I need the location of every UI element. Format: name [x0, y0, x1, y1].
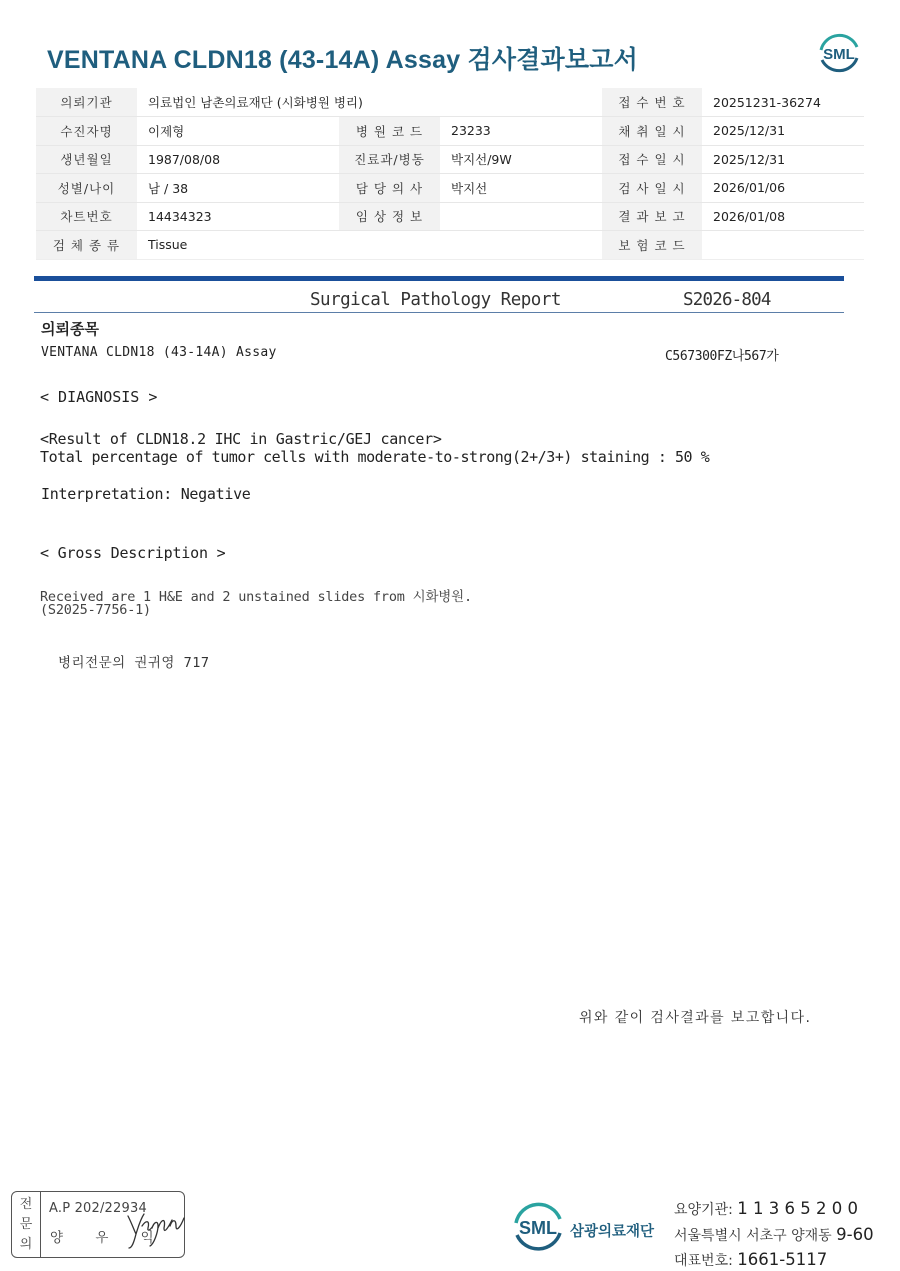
interpretation: Interpretation: Negative	[41, 485, 251, 503]
institution-label: 요양기관:	[674, 1202, 733, 1218]
institution-number: 1 1 3 6 5 2 0 0	[737, 1199, 858, 1218]
phone-label: 대표번호:	[674, 1253, 733, 1269]
section-divider	[34, 276, 844, 281]
doctor-value: 박지선	[440, 174, 602, 203]
insurance-label: 보 험 코 드	[602, 231, 702, 260]
pathologist: 병리전문의 권귀영 717	[58, 655, 210, 671]
report-title: VENTANA CLDN18 (43-14A) Assay 검사결과보고서	[47, 46, 638, 74]
stamp-char: 의	[19, 1236, 33, 1252]
report-number: S2026-804	[683, 290, 771, 310]
result-title: <Result of CLDN18.2 IHC in Gastric/GEJ cancer>	[40, 430, 442, 448]
address-text: 서울특별시 서초구 양재동	[674, 1227, 832, 1244]
hospital-code-label: 병 원 코 드	[339, 117, 440, 146]
footer-address	[674, 1223, 874, 1249]
info-row	[36, 145, 864, 174]
gross-line: Received are 1 H&E and 2 unstained slides from 시화병원.	[40, 589, 472, 605]
request-org-value: 의료법인 남촌의료재단 (시화병원 병리)	[137, 88, 602, 117]
stamp-char: 문	[19, 1216, 33, 1232]
request-item: VENTANA CLDN18 (43-14A) Assay	[41, 345, 277, 360]
info-row	[36, 117, 864, 146]
report-heading: Surgical Pathology Report	[310, 290, 561, 310]
sex-age-value: 남 / 38	[137, 174, 339, 203]
result-line: Total percentage of tumor cells with moderate-to-strong(2+/3+) staining : 50 %	[40, 448, 710, 466]
sex-age-label: 성별/나이	[36, 174, 137, 203]
phone-number: 1661-5117	[737, 1250, 828, 1269]
test-date-value: 2026/01/06	[702, 174, 864, 203]
insurance-value	[702, 231, 864, 260]
footer-org-name: 삼광의료재단	[570, 1224, 655, 1240]
patient-value: 이제형	[137, 117, 339, 146]
gross-line: (S2025-7756-1)	[40, 602, 151, 618]
request-org-label: 의뢰기관	[36, 88, 137, 117]
clinical-label: 임 상 정 보	[339, 202, 440, 231]
stamp-name: 양 우 익	[50, 1230, 168, 1246]
signature-icon	[124, 1204, 188, 1250]
collect-date-label: 채 취 일 시	[602, 117, 702, 146]
info-row	[36, 202, 864, 231]
hospital-code-value: 23233	[440, 117, 602, 146]
heading-underline	[34, 312, 844, 313]
chart-label: 차트번호	[36, 202, 137, 231]
info-row	[36, 174, 864, 203]
sml-logo-text: SML	[823, 46, 855, 63]
dept-label: 진료과/병동	[339, 145, 440, 174]
patient-info-table	[36, 88, 864, 260]
patient-label: 수진자명	[36, 117, 137, 146]
receipt-date-label: 접 수 일 시	[602, 145, 702, 174]
stamp-side-label	[12, 1192, 41, 1257]
request-item-label: 의뢰종목	[41, 320, 99, 338]
request-code: C567300FZ나567가	[665, 349, 779, 364]
receipt-no-value: 20251231-36274	[702, 88, 864, 117]
report-date-label: 결 과 보 고	[602, 202, 702, 231]
birth-value: 1987/08/08	[137, 145, 339, 174]
sml-logo-icon	[816, 30, 862, 76]
stamp-license: A.P 202/22934	[49, 1201, 147, 1216]
clinical-value	[440, 202, 602, 231]
receipt-date-value: 2025/12/31	[702, 145, 864, 174]
address-number: 9-60	[836, 1224, 874, 1244]
specimen-value: Tissue	[137, 231, 602, 260]
closing-statement: 위와 같이 검사결과를 보고합니다.	[579, 1010, 812, 1026]
footer-phone	[674, 1248, 874, 1271]
specimen-label: 검 체 종 류	[36, 231, 137, 260]
info-row	[36, 231, 864, 260]
test-date-label: 검 사 일 시	[602, 174, 702, 203]
report-date-value: 2026/01/08	[702, 202, 864, 231]
diagnosis-header: < DIAGNOSIS >	[40, 388, 158, 406]
doctor-label: 담 당 의 사	[339, 174, 440, 203]
receipt-no-label: 접 수 번 호	[602, 88, 702, 117]
specialist-stamp	[11, 1191, 185, 1258]
gross-header: < Gross Description >	[40, 544, 226, 562]
footer-info	[674, 1197, 874, 1271]
chart-value: 14434323	[137, 202, 339, 231]
dept-value: 박지선/9W	[440, 145, 602, 174]
birth-label: 생년월일	[36, 145, 137, 174]
stamp-char: 전	[19, 1197, 33, 1213]
info-row	[36, 88, 864, 117]
sml-footer-logo-icon	[510, 1199, 566, 1255]
footer-institution	[674, 1197, 874, 1223]
sml-footer-logo-text: SML	[519, 1218, 557, 1238]
collect-date-value: 2025/12/31	[702, 117, 864, 146]
